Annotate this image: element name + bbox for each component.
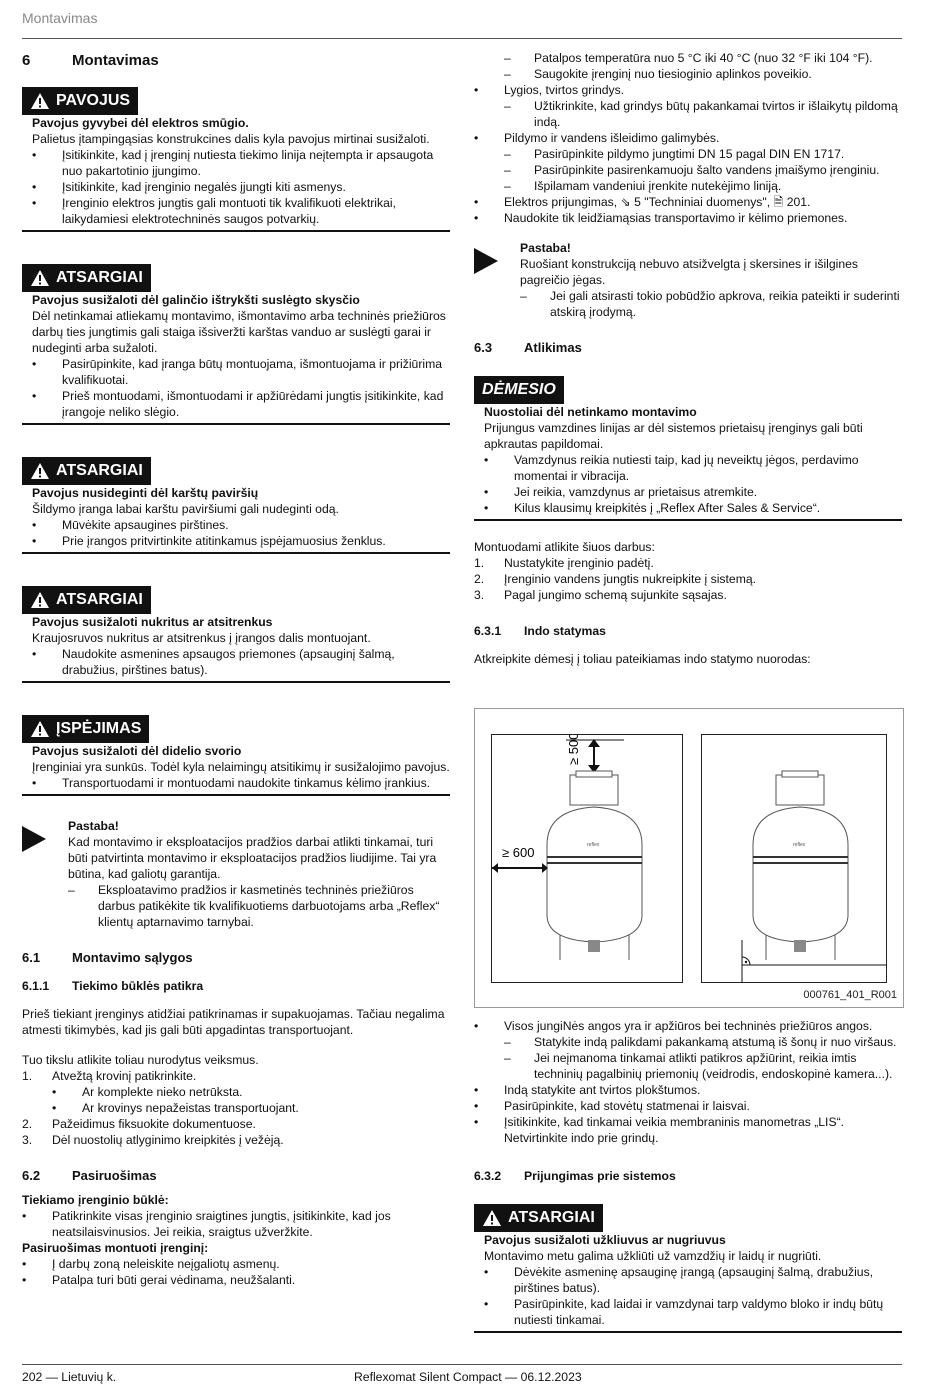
- list-item: • Įrenginio elektros jungtis gali montuoti tik kvalifikuoti elektrikai, laikydamiesi elektrotechninės saugos potvarkių.: [32, 196, 396, 226]
- list-item: – Užtikrinkite, kad grindys būtų pakankamai tvirtos ir išlaikytų pildomą indą.: [504, 99, 898, 129]
- left-column: [22, 50, 450, 1288]
- warning-badge: ĮSPĖJIMAS: [22, 715, 149, 743]
- warning-triangle-icon: [30, 591, 50, 609]
- svg-text:reflex: reflex: [587, 842, 600, 848]
- step-item: 1. Nustatykite įrenginio padėtį.: [474, 556, 654, 570]
- right-column: [474, 50, 902, 667]
- list-item: • Pasirūpinkite, kad įranga būtų montuojama, išmontuojama ir prižiūrima kvalifikuotai.: [32, 357, 443, 387]
- list-item: • Įsitikinkite, kad įrenginio negalės įjungti kiti asmenys.: [32, 180, 346, 194]
- figure-panel-right: [701, 734, 887, 983]
- warning-text: Įrenginiai yra sunkūs. Todėl kyla nelaimingų atsitikimų ir susižalojimo pavojus.: [32, 760, 450, 774]
- paragraph: Atkreipkite dėmesį į toliau pateikiamas indo statymo nuorodas:: [474, 652, 811, 666]
- section-6-1-1-heading: 6.1.1 Tiekimo būklės patikra: [22, 979, 204, 993]
- list-item: – Jei gali atsirasti tokio pobūdžio apkrova, reikia pateikti ir suderinti atskirą įrodymą.: [520, 289, 900, 319]
- figure-panel-left: [491, 734, 683, 983]
- caution-badge: ATSARGIAI: [22, 586, 151, 614]
- svg-text:reflex: reflex: [793, 842, 806, 848]
- list-item: • Transportuodami ir montuodami naudokite tinkamus kėlimo įrankius.: [32, 776, 431, 790]
- notice-text: Prijungus vamzdines linijas ar dėl sistemos prietaisų įrenginys gali būti apkrautas papildomai.: [484, 421, 863, 451]
- installation-figure: [474, 708, 904, 1008]
- list-item: – Patalpos temperatūra nuo 5 °C iki 40 °C (nuo 32 °F iki 104 °F).: [504, 51, 873, 65]
- caution-box-3: [22, 586, 450, 683]
- list-item: • Pasirūpinkite, kad laidai ir vamzdynai tarp valdymo bloko ir indų būtų nutiesti tinkamai.: [484, 1297, 884, 1327]
- header-divider: [22, 38, 902, 39]
- warning-title: Pavojus susižaloti dėl didelio svorio: [32, 744, 242, 758]
- list-item: • Naudokite tik leidžiamąsias transportavimo ir kėlimo priemones.: [474, 211, 848, 225]
- caution-badge: ATSARGIAI: [22, 264, 151, 292]
- section-6-heading: 6 Montavimas: [22, 52, 159, 69]
- list-item: – Pasirūpinkite pildymo jungtimi DN 15 pagal DIN EN 1717.: [504, 147, 845, 161]
- list-item: • Lygios, tvirtos grindys.: [474, 83, 625, 97]
- list-item: – Jei neįmanoma tinkamai atlikti patikros apžiūrint, reikia imtis techninių pagalbinių priemonių (veidrodis, endoskopinė kamera...).: [504, 1051, 893, 1081]
- caution-title: Pavojus susižaloti užkliuvus ar nugriuvus: [484, 1233, 726, 1247]
- caution-title: Pavojus nusideginti dėl karštų paviršių: [32, 486, 259, 500]
- warning-triangle-icon: [30, 720, 50, 738]
- svg-text:≥ 500: ≥ 500: [566, 735, 581, 765]
- section-6-3-2-heading: 6.3.2 Prijungimas prie sistemos: [474, 1169, 676, 1183]
- paragraph: Prieš tiekiant įrenginys atidžiai patikrinamas ir supakuojamas. Tačiau negalima atmesti tikimybės, kad jis gali būti apgadintas transportuojant.: [22, 1007, 445, 1037]
- step-item: 1. Atvežtą krovinį patikrinkite.: [22, 1069, 197, 1083]
- warning-triangle-icon: [30, 269, 50, 287]
- subheading: Tiekiamo įrenginio būklė:: [22, 1193, 169, 1207]
- section-6-1-heading: 6.1 Montavimo sąlygos: [22, 950, 193, 965]
- list-item: – Išpilamam vandeniui įrenkite nutekėjimo liniją.: [504, 179, 782, 193]
- list-item: – Eksploatavimo pradžios ir kasmetinės techninės priežiūros darbus patikėkite tik kvalifikuotiems darbuotojams arba „Reflex“ klientų aptarnavimo tarnybai.: [68, 883, 440, 929]
- step-item: 2. Įrenginio vandens jungtis nukreipkite į sistemą.: [474, 572, 757, 586]
- list-item: • Pildymo ir vandens išleidimo galimybės.: [474, 131, 720, 145]
- list-item: • Mūvėkite apsaugines pirštines.: [32, 518, 229, 532]
- note-text: Kad montavimo ir eksploatacijos pradžios darbai atlikti tinkamai, turi būti patvirtinta montavimo ir eksploatacijos pradžios liudijime. Tai yra būtina, kad galiotų garantija.: [68, 835, 437, 881]
- caution-title: Pavojus susižaloti nukritus ar atsitrenkus: [32, 615, 273, 629]
- section-6-2-heading: 6.2 Pasiruošimas: [22, 1168, 157, 1183]
- dim-500-label: [566, 735, 581, 765]
- caution-badge: ATSARGIAI: [22, 457, 151, 485]
- caution-box-2: [22, 457, 450, 554]
- list-item: • Patikrinkite visas įrenginio sraigtines jungtis, įsitikinkite, kad jos neatsilaisvinusios. Jei reikia, sraigtus užveržkite.: [22, 1209, 391, 1239]
- notice-box: [474, 376, 902, 521]
- list-item: • Kilus klausimų kreipkitės į „Reflex After Sales & Service“.: [484, 501, 821, 515]
- section-6-3-heading: 6.3 Atlikimas: [474, 340, 582, 355]
- paragraph: Montuodami atlikite šiuos darbus:: [474, 540, 655, 554]
- list-item: • Įsitikinkite, kad tinkamai veikia membraninis manometras „LIS“. Netvirtinkite indo prie grindų.: [474, 1115, 845, 1145]
- notice-title: Nuostoliai dėl netinkamo montavimo: [484, 405, 697, 419]
- list-item: • Prieš montuodami, išmontuodami ir apžiūrėdami jungtis įsitikinkite, kad įrangoje neliko slėgio.: [32, 389, 444, 419]
- caution-text: Montavimo metu galima užkliūti už vamzdžių ir laidų ir nugriūti.: [484, 1249, 822, 1263]
- list-item: – Pasirūpinkite pasirenkamuoju šalto vandens įmaišymo įrenginiu.: [504, 163, 880, 177]
- paragraph: Tuo tikslu atlikite toliau nurodytus veiksmus.: [22, 1053, 259, 1067]
- caution-badge: ATSARGIAI: [474, 1204, 603, 1232]
- caution-box-4: [474, 1204, 902, 1333]
- list-item: – Statykite indą palikdami pakankamą atstumą iš šonų ir nuo viršaus.: [504, 1035, 897, 1049]
- step-item: • Ar komplekte nieko netrūksta.: [52, 1085, 243, 1099]
- note-title: Pastaba!: [68, 819, 119, 833]
- step-item: • Ar krovinys nepažeistas transportuojant.: [52, 1101, 299, 1115]
- list-item: • Jei reikia, vamzdynus ar prietaisus atremkite.: [484, 485, 758, 499]
- dim-600-label: [502, 845, 534, 860]
- list-item: • Indą statykite ant tvirtos plokštumos.: [474, 1083, 701, 1097]
- note-title: Pastaba!: [520, 241, 571, 255]
- caution-box-1: [22, 264, 450, 425]
- warning-triangle-icon: [30, 462, 50, 480]
- right-column-lower: [474, 1018, 902, 1333]
- list-item: • Pasirūpinkite, kad stovėtų statmenai ir laisvai.: [474, 1099, 750, 1113]
- caution-text: Dėl netinkamai atliekamų montavimo, išmontavimo arba techninės priežiūros darbų ties jungtimis gali staiga išsiveržti karštas vanduo ar suslėgti garai ir nudeginti arba sužaloti.: [32, 309, 446, 355]
- list-item: • Visos jungiNės angos yra ir apžiūros bei techninės priežiūros angos.: [474, 1019, 873, 1033]
- step-item: 3. Dėl nuostolių atlyginimo kreipkitės į vežėją.: [22, 1133, 284, 1147]
- vessel-drawing: [492, 735, 682, 982]
- danger-text: Palietus įtampingąsias konstrukcines dalis kyla pavojus mirtinai susižaloti.: [32, 132, 430, 146]
- page-header: Montavimas: [22, 10, 98, 26]
- caution-text: Šildymo įranga labai karštu paviršiumi gali nudeginti odą.: [32, 502, 339, 516]
- warning-box: [22, 715, 450, 796]
- list-item: – Saugokite įrenginį nuo tiesioginio aplinkos poveikio.: [504, 67, 812, 81]
- list-item: • Įsitikinkite, kad į įrenginį nutiesta tiekimo linija neįtempta ir apsaugota nuo pakartotinio įjungimo.: [32, 148, 434, 178]
- caution-title: Pavojus susižaloti dėl galinčio ištrykšti suslėgto skysčio: [32, 293, 360, 307]
- danger-title: Pavojus gyvybei dėl elektros smūgio.: [32, 116, 249, 130]
- list-item: • Elektros prijungimas, ⇘ 5 "Techniniai duomenys", 🗎 201.: [474, 195, 811, 209]
- caution-text: Kraujosruvos nukritus ar atsitrenkus į įrangos dalis montuojant.: [32, 631, 371, 645]
- list-item: • Dėvėkite asmeninę apsauginę įrangą (apsauginį šalmą, drabužius, pirštines batus).: [484, 1265, 874, 1295]
- note-arrow-icon: [22, 826, 46, 852]
- note-text: Ruošiant konstrukciją nebuvo atsižvelgta į skersines ir išilgines pagreičio jėgas.: [520, 257, 859, 287]
- footer-document-title: Reflexomat Silent Compact — 06.12.2023: [354, 1370, 582, 1384]
- warning-triangle-icon: [482, 1209, 502, 1227]
- svg-text:≥ 600: ≥ 600: [502, 845, 535, 860]
- notice-badge: DĖMESIO: [474, 376, 564, 404]
- list-item: • Patalpa turi būti gerai vėdinama, neužšalanti.: [22, 1273, 296, 1287]
- list-item: • Naudokite asmenines apsaugos priemones (apsauginį šalmą, drabužius, pirštines batus).: [32, 647, 395, 677]
- footer-page-number: 202 — Lietuvių k.: [22, 1370, 117, 1384]
- vessel-drawing: [702, 735, 886, 982]
- list-item: • Prie įrangos pritvirtinkite atitinkamus įspėjamuosius ženklus.: [32, 534, 386, 548]
- list-item: • Vamzdynus reikia nutiesti taip, kad jų neveiktų jėgos, perdavimo momentai ir vibracija.: [484, 453, 859, 483]
- step-item: 3. Pagal jungimo schemą sujunkite sąsajas.: [474, 588, 727, 602]
- subheading: Pasiruošimas montuoti įrenginį:: [22, 1241, 209, 1255]
- step-item: 2. Pažeidimus fiksuokite dokumentuose.: [22, 1117, 256, 1131]
- warning-triangle-icon: [30, 92, 50, 110]
- note-arrow-icon: [474, 248, 498, 274]
- danger-box: [22, 87, 450, 232]
- danger-badge: PAVOJUS: [22, 87, 138, 115]
- section-6-3-1-heading: 6.3.1 Indo statymas: [474, 624, 606, 638]
- note-box: [474, 240, 902, 320]
- list-item: • Į darbų zoną neleiskite neįgaliotų asmenų.: [22, 1257, 280, 1271]
- note-box: [22, 818, 450, 930]
- figure-caption: 000761_401_R001: [803, 989, 897, 1001]
- footer-divider: [22, 1364, 902, 1365]
